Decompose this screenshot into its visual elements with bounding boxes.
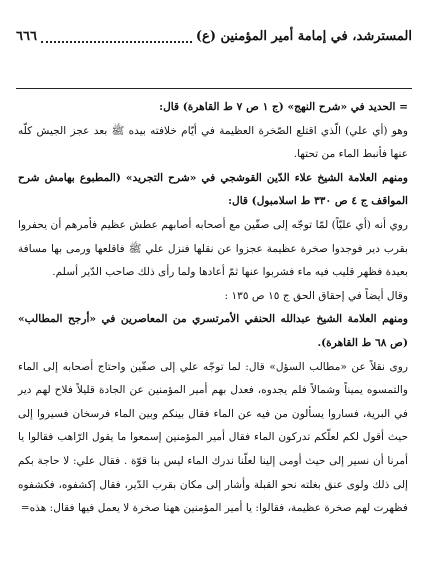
body-text	[18, 96, 408, 521]
page-number: ٦٦٦	[16, 28, 37, 44]
footnote-divider	[16, 88, 412, 89]
paragraph-ihqaq-reference: وقال أيضاً في إحقاق الحق ج ١٥ ص ١٣٥ :	[224, 289, 408, 302]
paragraph-rock-quote: وهو (أي علي) الّذي اقتلع الصّخرة العظيمة في أيّام خلافته بيده ﷺ بعد عجز الجيش كلّه عنها فأنبط الماء من تحتها.	[18, 124, 408, 161]
paragraph-narration-siffin: روي أنه (أي عليّاً) لمّا توجّه إلى صفّين مع أصحابه أصابهم عطش عظيم فأمرهم أن يحفروا بقرب دير فوجدوا صخرة عظيمة عجزوا عن نقلها فنزل علي ﷺ فاقلعها ورمى بها مسافة بعيدة فظهر قليب فيه ماء فشربوا عنها ثمّ أعادها ولما رأى ذلك صاحب الدّير أسلم.	[18, 218, 408, 279]
paragraph-source-sharh-nahj: = الحديد في «شرح النهج» (ج ١ ص ٧ ط القاهرة) قال:	[159, 101, 408, 113]
paragraph-narration-monk: روى نقلاً عن «مطالب السؤل» قال: لما توجّه علي إلى صفّين واحتاج أصحابه إلى الماء والتمسوه يميناً وشمالاً فلم يجدوه، فعدل بهم أمير المؤمنين عن الجادة قليلاً فلاح لهم دير في البرية، فساروا يسألون من فيه عن الماء فقال بينكم وبين الماء فرسخان فسيروا إلى حيث أقول لكم لعلّكم تدركون الماء فقال أمير المؤمنين إسمعوا ما يقول الرّاهب فقالوا يا أمرنا أن نسير إلى حيث أومى إلينا لعلّنا ندرك الماء ليس بنا قوّة . فقال علي: لا حاجة بكم إلى ذلك ولوى عنق بغلته نحو القبلة وأشار إلى مكان بقرب الدّير، فقال إكشفوه، فكشفوه فظهرت لهم صخرة عظيمة، فقالوا: يا أمير المؤمنين ههنا صخرة لا يعمل فيها فقال: هذه=	[18, 360, 408, 515]
paragraph-source-qushji: ومنهم العلامة الشيخ علاء الدّين القوشجي في «شرح التجريد» (المطبوع بهامش شرح المواقف ج ٤ ص ٣٣٠ ط اسلامبول) قال:	[18, 171, 408, 208]
paragraph-source-amritsari: ومنهم العلامة الشيخ عبدالله الحنفي الأمرتسري من المعاصرين في «أرجح المطالب» (ص ٦٨ ط القاهرة).	[18, 313, 408, 349]
page-header	[16, 25, 412, 47]
dot-leader	[41, 29, 192, 43]
running-title: المسترشد، في إمامة أمير المؤمنين (ع)	[195, 28, 412, 44]
